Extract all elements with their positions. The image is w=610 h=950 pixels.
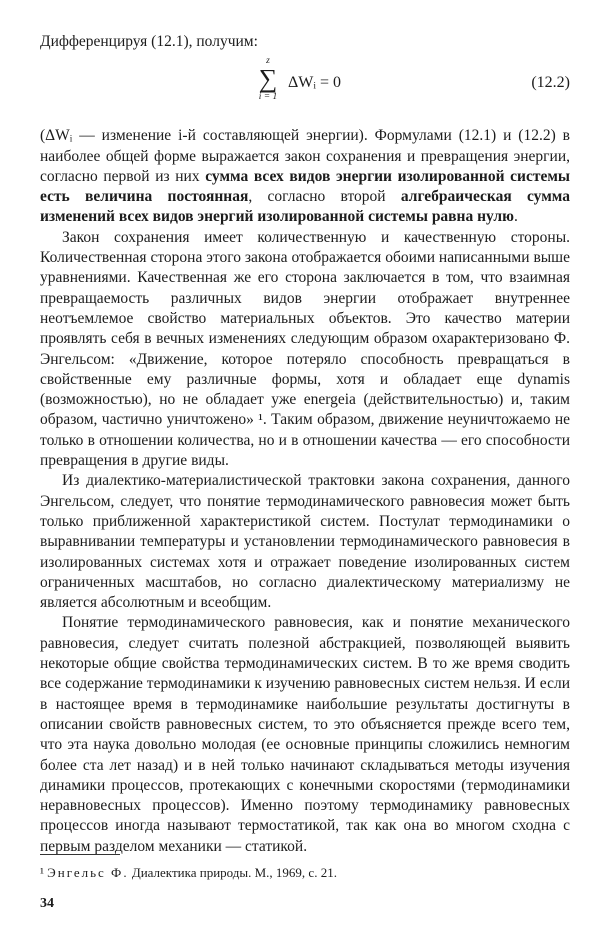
footnote-rule [40,854,120,855]
footnote-text: Диалектика природы. М., 1969, с. 21. [131,865,337,880]
p1-text-2: , согласно второй [248,188,401,206]
intro-line: Дифференцируя (12.1), получим: [40,33,258,50]
main-text [40,32,570,857]
formula-12-2 [40,54,570,122]
lower-limit: i = 1 [258,92,278,103]
upper-limit: z [266,56,270,67]
p1-text-1: (ΔWᵢ — изменение i-й составляющей энергии). Формулами (12.1) и (12.2) в наиболее общей форме выражается закон сохранения и превращения энергии, согласно первой из них [40,127,570,185]
paragraph-4: Понятие термодинамического равновесия, как и понятие механического равновесия, следует считать полезной абстракцией, позволяющей выявить некоторые общие свойства термодинамических систем. В то же время сводить все содержание термодинамики к изучению равновесных систем нельзя. И если в настоящее время в термодинамике наибольшие результаты достигнуты в описании свойств равновесных систем, то это объясняется прежде всего тем, что эта наука довольно молодая (ее основные принципы сложились немногим более ста лет назад) и в ней только начинают складываться методы изучения динамики процессов, протекающих с конечными скоростями (термодинамики неравновесных процессов). Именно поэтому термодинамику равновесных процессов иногда называют термостатикой, так как она во многом сходна с первым разделом механики — статикой. [40,614,570,855]
sigma-symbol: ∑ [258,64,278,94]
p1-bold-1: сумма всех видов энергии изолированной системы есть величина постоянная [40,167,570,206]
p1-bold-2: алгебраическая сумма изменений всех видов энергий изолированной системы равна нулю [40,188,570,226]
footnote [40,864,570,881]
formula-expression: ΔWᵢ = 0 [288,74,342,92]
footnote-marker: ¹ [40,865,44,880]
summation [256,56,280,102]
p1-text-3: . [513,208,518,226]
paragraph-2: Закон сохранения имеет количественную и качественную стороны. Количественная сторона этого закона отображается обоими написанными выше уравнениями. Качественная же его сторона заключается в том, что взаимная превращаемость различных видов энергии отображает внутреннее неотъемлемое свойство материальных объектов. Это качество материи проявлять себя в вечных изменениях следующим образом охарактеризовано Ф. Энгельсом: «Движение, которое потеряло способность превращаться в свойственные ему различные формы, хотя и обладает еще dynamis (возможностью), но не обладает уже energeia (действительностью) и, таким образом, частично уничтожено» ¹. Таким образом, движение неуничтожаемо не только в отношении количества, но и в отношении качества — его способности превращения в другие виды. [40,228,570,470]
page-number: 34 [40,896,54,911]
paragraph-3: Из диалектико-материалистической трактовки закона сохранения, данного Энгельсом, следует, что понятие термодинамического равновесия может быть только приближенной характеристикой систем. Постулат термодинамики о выравнивании температуры и установлении термодинамического равновесия в изолированных системах хотя и отражает поведение изолированных систем ограниченных масштабов, но согласно диалектическому материализму не является абсолютным и всеобщим. [40,472,570,612]
equation-number: (12.2) [531,74,570,92]
paragraph-1 [40,126,570,227]
footnote-author: Энгельс Ф. [47,865,129,880]
